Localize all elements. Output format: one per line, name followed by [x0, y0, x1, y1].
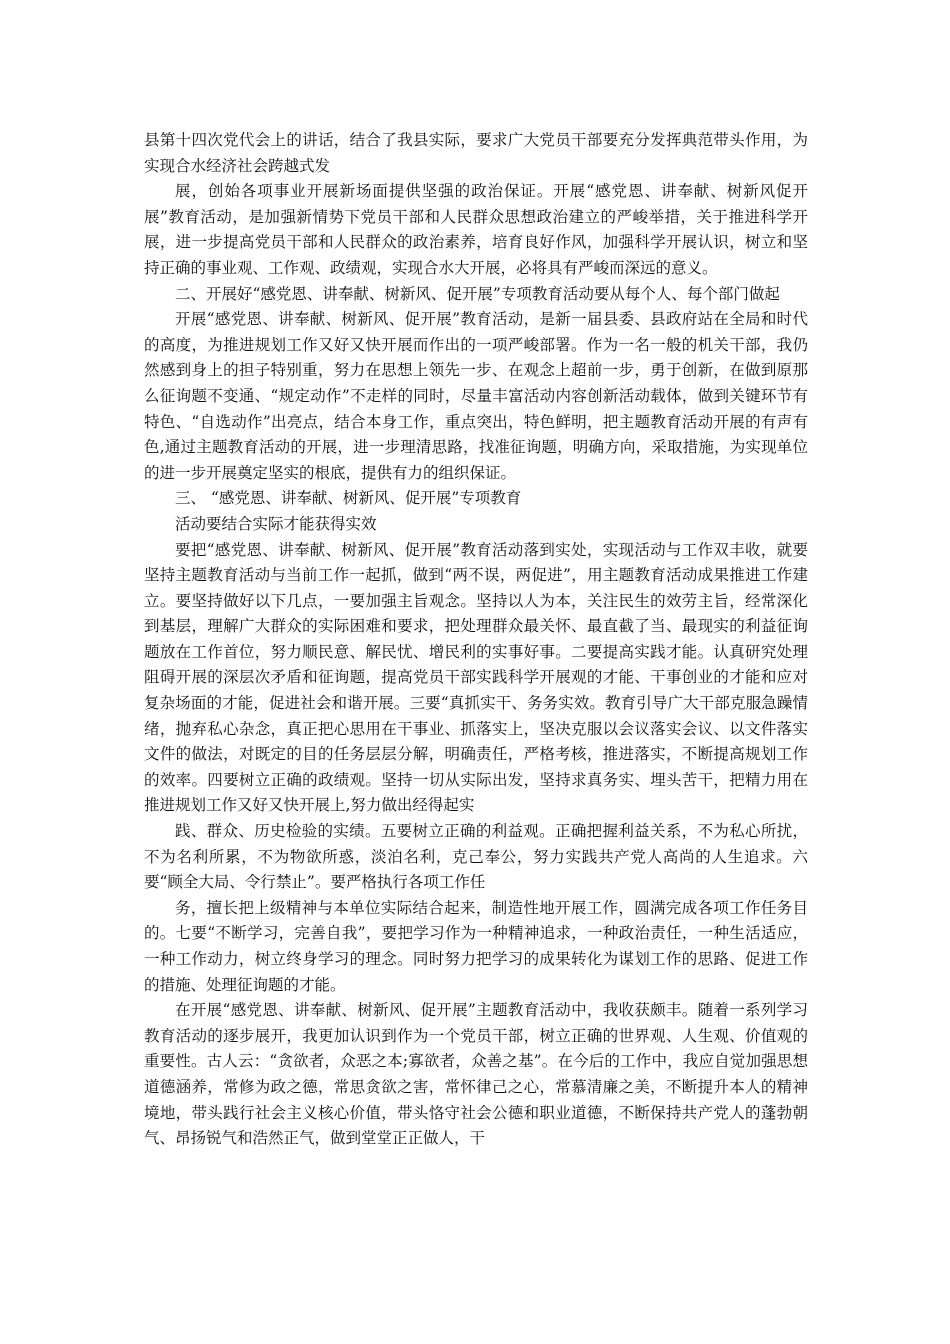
paragraph-section-3-continued: 践、群众、历史检验的实绩。五要树立正确的利益观。正确把握利益关系，不为私心所扰，不为名利所累，不为物欲所惑，淡泊名利，克己奉公，努力实践共产党人高尚的人生追求。六要“顾全大局、令行禁止”。要严格执行各项工作任 [144, 822, 808, 892]
paragraph-significance: 展，创始各项事业开展新场面提供坚强的政治保证。开展“感党恩、讲奉献、树新风促开展”教育活动，是加强新情势下党员干部和人民群众思想政治建立的严峻举措，关于推进科学开展，进一步提高党员干部和人民群众的政治素养，培育良好作风，加强科学开展认识，树立和坚持正确的事业观、工作观、政绩观，实现合水大开展，必将具有严峻而深远的意义。 [144, 182, 808, 277]
section-heading-3-continued: 活动要结合实际才能获得实效 [175, 514, 377, 533]
section-heading-2: 二、开展好“感党恩、讲奉献、树新风、促开展”专项教育活动要从每个人、每个部门做起 [175, 284, 780, 303]
section-heading-3: 三、 “感党恩、讲奉献、树新风、促开展”专项教育 [175, 489, 522, 508]
paragraph-section-3-tasks: 务，擅长把上级精神与本单位实际结合起来，制造性地开展工作，圆满完成各项工作任务目的。七要“不断学习，完善自我”，要把学习作为一种精神追求，一种政治责任，一种生活适应，一种工作动力，树立终身学习的理念。同时努力把学习的成果转化为谋划工作的思路、促进工作的措施、处理征询题的才能。 [144, 898, 808, 994]
paragraph-reflection: 在开展“感党恩、讲奉献、树新风、促开展”主题教育活动中，我收获颇丰。随着一系列学习教育活动的逐步展开，我更加认识到作为一个党员干部，树立正确的世界观、人生观、价值观的重要性。古人云：“贪欲者，众恶之本;寡欲者，众善之基”。在今后的工作中，我应自觉加强思想道德涵养，常修为政之德，常思贪欲之害，常怀律己之心，常慕清廉之美，不断提升本人的精神境地，带头践行社会主义核心价值，带头恪守社会公德和职业道德，不断保持共产党人的蓬勃朝气、昂扬锐气和浩然正气，做到堂堂正正做人，干 [144, 1001, 808, 1148]
paragraph-continuation: 县第十四次党代会上的讲话，结合了我县实际，要求广大党员干部要充分发挥典范带头作用，为实现合水经济社会跨越式发 [144, 131, 808, 175]
paragraph-section-3-body: 要把“感党恩、讲奉献、树新风、促开展”教育活动落到实处，实现活动与工作双丰收，就要坚持主题教育活动与当前工作一起抓，做到“两不误，两促进”，用主题教育活动成果推进工作建立。要坚持做好以下几点，一要加强主旨观念。坚持以人为本，关注民生的效劳主旨，经常深化到基层，理解广大群众的实际困难和要求，把处理群众最关怀、最直截了当、最现实的利益征询题放在工作首位，努力顺民意、解民忧、增民利的实事好事。二要提高实践才能。认真研究处理阻碍开展的深层次矛盾和征询题，提高党员干部实践科学开展观的才能、干事创业的才能和应对复杂场面的才能，促进社会和谐开展。三要“真抓实干、务务实效。教育引导广大干部克服急躁情绪，抛弃私心杂念，真正把心思用在干事业、抓落实上，坚决克服以会议落实会议、以文件落实文件的做法，对既定的目的任务层层分解，明确责任，严格考核，推进落实，不断提高规划工作的效率。四要树立正确的政绩观。坚持一切从实际出发，坚持求真务实、埋头苦干，把精力用在推进规划工作又好又快开展上,努力做出经得起实 [144, 540, 808, 815]
document-page [144, 128, 808, 1152]
paragraph-section-2-body: 开展“感党恩、讲奉献、树新风、促开展”教育活动，是新一届县委、县政府站在全局和时代的高度，为推进规划工作又好又快开展而作出的一项严峻部署。作为一名一般的机关干部，我仍然感到身上的担子特别重，努力在思想上领先一步、在观念上超前一步，勇于创新，在做到原那么征询题不变通、“规定动作”不走样的同时，尽量丰富活动内容创新活动载体，做到关键环节有特色、“自选动作”出亮点，结合本身工作，重点突出，特色鲜明，把主题教育活动开展的有声有色,通过主题教育活动的开展，进一步理清思路，找准征询题，明确方向，采取措施，为实现单位的进一步开展奠定坚实的根底，提供有力的组织保证。 [144, 310, 808, 482]
